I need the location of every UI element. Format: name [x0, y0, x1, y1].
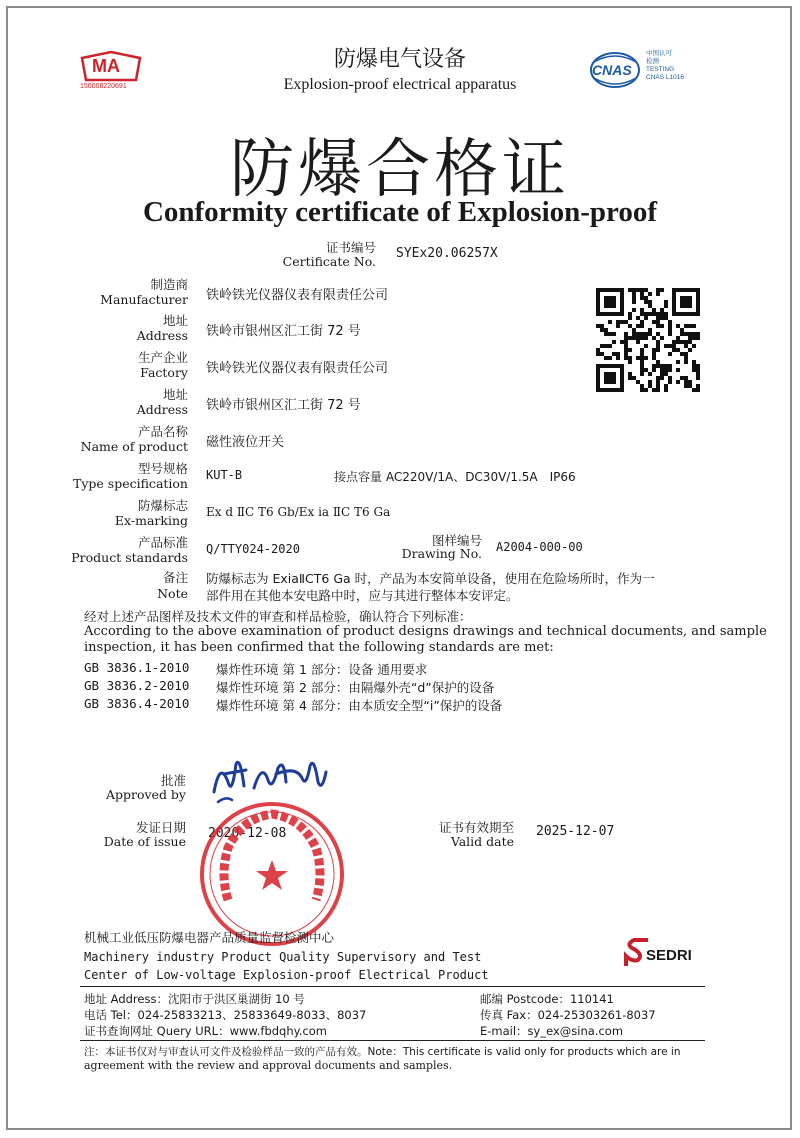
valid-date-label-en: Valid date: [450, 834, 514, 849]
certificate-label-en: Certificate No.: [282, 254, 376, 269]
cnas-logo-text: CNAS: [592, 62, 632, 78]
compliance-en-2: inspection, it has been confirmed that the following standards are met:: [84, 640, 554, 655]
product-name-value: 磁性液位开关: [206, 435, 285, 450]
factory-label-cn: 生产企业: [137, 350, 188, 365]
manufacturer-value: 铁岭铁光仪器仪表有限责任公司: [206, 288, 389, 303]
drawing-value: A2004-000-00: [496, 540, 583, 554]
certificate-label-cn: 证书编号: [325, 240, 376, 255]
ex-marking-value: Ex d ⅡC T6 Gb/Ex ia ⅡC T6 Ga: [206, 505, 391, 519]
issuer-name-cn: 机械工业低压防爆电器产品质量监督检测中心: [84, 930, 335, 945]
cnas-sub-3: TESTING: [646, 66, 675, 73]
address1-label-en: Address: [136, 328, 188, 343]
issuer-name-en-2: Center of Low-voltage Explosion-proof Electrical Product: [84, 968, 489, 982]
issue-date-label-cn: 发证日期: [135, 820, 186, 835]
standard-desc-3: 爆炸性环境 第 4 部分：由本质安全型“i”保护的设备: [216, 698, 503, 713]
main-title-en: Conformity certificate of Explosion-proof: [142, 196, 658, 228]
certificate-number: SYEx20.06257X: [396, 246, 498, 261]
header-title-en: Explosion-proof electrical apparatus: [283, 76, 517, 93]
ex-marking-label-cn: 防爆标志: [137, 498, 188, 513]
product-standards-value: Q/TTY024-2020: [206, 542, 300, 556]
manufacturer-label-en: Manufacturer: [100, 292, 188, 307]
standard-code-2: GB 3836.2-2010: [84, 678, 190, 693]
contact-email: E-mail：sy_ex@sina.com: [480, 1024, 624, 1038]
note-label-en: Note: [157, 586, 188, 601]
factory-value: 铁岭铁光仪器仪表有限责任公司: [206, 361, 389, 376]
standard-code-1: GB 3836.1-2010: [84, 660, 190, 675]
standard-desc-1: 爆炸性环境 第 1 部分：设备 通用要求: [216, 662, 428, 677]
contact-address: 地址 Address：沈阳市于洪区巢湖街 10 号: [84, 992, 305, 1006]
address2-value: 铁岭市银州区汇工街 72 号: [206, 398, 361, 413]
type-spec-value: KUT-B: [206, 468, 243, 482]
contact-query-url: 证书查询网址 Query URL：www.fbdqhy.com: [84, 1024, 328, 1038]
product-standards-label-en: Product standards: [71, 550, 188, 565]
ma-logo-number: 150008220691: [80, 83, 127, 90]
cnas-sub-2: 检测: [646, 58, 659, 65]
type-spec-label-en: Type specification: [73, 476, 188, 491]
header-title-cn: 防爆电气设备: [333, 47, 466, 72]
address2-label-cn: 地址: [162, 387, 188, 402]
address2-label-en: Address: [136, 402, 188, 417]
divider-bottom: [80, 1040, 705, 1041]
issue-date-value: 2020-12-08: [208, 826, 287, 841]
valid-date-value: 2025-12-07: [536, 824, 615, 839]
divider-top: [80, 986, 705, 987]
factory-label-en: Factory: [140, 365, 188, 380]
drawing-label-cn: 图样编号: [431, 533, 482, 548]
footer-note-2: agreement with the review and approval documents and samples.: [84, 1059, 453, 1072]
ma-logo-text: MA: [92, 56, 120, 76]
qr-code-icon: [596, 288, 700, 392]
contact-fax: 传真 Fax：024-25303261-8037: [480, 1008, 656, 1022]
valid-date-label-cn: 证书有效期至: [438, 820, 514, 835]
compliance-en-1: According to the above examination of product designs drawings and technical documents, and sample: [84, 624, 767, 639]
approved-label-en: Approved by: [105, 787, 186, 802]
product-name-label-cn: 产品名称: [137, 424, 188, 439]
ex-marking-label-en: Ex-marking: [114, 513, 188, 528]
product-name-label-en: Name of product: [80, 439, 188, 454]
qr-code: [596, 288, 700, 392]
type-spec-label-cn: 型号规格: [137, 461, 188, 476]
drawing-label-en: Drawing No.: [401, 546, 482, 561]
note-label-cn: 备注: [162, 570, 188, 585]
sedri-logo: [622, 936, 702, 970]
issue-date-label-en: Date of issue: [103, 834, 186, 849]
cnas-sub-4: CNAS L1016: [646, 74, 684, 81]
product-standards-label-cn: 产品标准: [137, 535, 188, 550]
address1-value: 铁岭市银州区汇工街 72 号: [206, 324, 361, 339]
note-line-2: 部件用在其他本安电路中时，应与其进行整体本安评定。: [206, 588, 519, 603]
manufacturer-label-cn: 制造商: [150, 277, 188, 292]
footer-note-1: 注：本证书仅对与审查认可文件及检验样品一致的产品有效。Note：This certificate is valid only for products which are in: [84, 1046, 681, 1058]
address1-label-cn: 地址: [162, 313, 188, 328]
cnas-sub-1: 中国认可: [646, 50, 672, 57]
sedri-logo-text: SEDRI: [646, 947, 692, 964]
issuer-name-en-1: Machinery industry Product Quality Supervisory and Test: [84, 950, 482, 964]
type-spec-extra: 接点容量 AC220V/1A、DC30V/1.5A IP66: [334, 470, 576, 484]
main-title-cn: 防爆合格证: [230, 133, 570, 207]
official-seal-stamp: [198, 800, 346, 948]
compliance-cn: 经对上述产品图样及技术文件的审查和样品检验，确认符合下列标准：: [84, 609, 472, 624]
standard-code-3: GB 3836.4-2010: [84, 696, 190, 711]
contact-postcode: 邮编 Postcode：110141: [480, 992, 614, 1006]
approved-label-cn: 批准: [160, 773, 186, 788]
note-line-1: 防爆标志为 ExiaⅡCT6 Ga 时，产品为本安简单设备，使用在危险场所时，作为一: [206, 571, 655, 586]
standard-desc-2: 爆炸性环境 第 2 部分：由隔爆外壳“d”保护的设备: [216, 680, 495, 695]
contact-phone: 电话 Tel：024-25833213、25833649-8033、8037: [84, 1008, 367, 1022]
